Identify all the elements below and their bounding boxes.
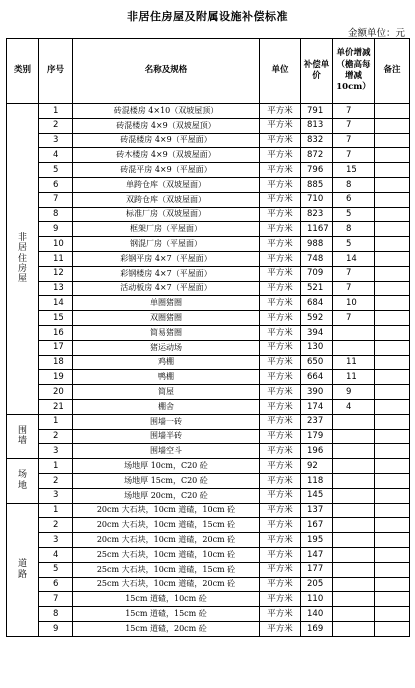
price-cell: 137 [301, 503, 333, 518]
increment-cell [333, 503, 375, 518]
name-cell: 标准厂房（双坡屋面） [73, 207, 260, 222]
seq-cell: 20 [39, 385, 73, 400]
remark-cell [375, 133, 410, 148]
table-row [7, 133, 410, 148]
seq-cell: 9 [39, 621, 73, 636]
table-row [7, 473, 410, 488]
name-cell: 15cm 道碴，15cm 砼 [73, 607, 260, 622]
table-row [7, 266, 410, 281]
increment-cell: 4 [333, 399, 375, 414]
unit-cell: 平方米 [260, 414, 301, 429]
price-cell: 169 [301, 621, 333, 636]
unit-cell: 平方米 [260, 222, 301, 237]
unit-cell: 平方米 [260, 370, 301, 385]
name-cell: 围墙空斗 [73, 444, 260, 459]
document-title: 非居住房屋及附属设施补偿标准 [127, 10, 288, 23]
unit-cell: 平方米 [260, 237, 301, 252]
increment-cell: 10 [333, 296, 375, 311]
price-cell: 872 [301, 148, 333, 163]
seq-cell: 7 [39, 192, 73, 207]
increment-cell: 6 [333, 192, 375, 207]
price-cell: 796 [301, 163, 333, 178]
unit-cell: 平方米 [260, 488, 301, 503]
unit-cell: 平方米 [260, 459, 301, 474]
name-cell: 砖混楼房 4×9（平屋面） [73, 133, 260, 148]
table-row [7, 399, 410, 414]
remark-cell [375, 444, 410, 459]
price-cell: 205 [301, 577, 333, 592]
name-cell: 彩钢楼房 4×7（平屋面） [73, 266, 260, 281]
header-price: 补偿单价 [301, 39, 333, 104]
category-label: 非居住房屋 [17, 233, 27, 285]
table-row [7, 429, 410, 444]
unit-cell: 平方米 [260, 296, 301, 311]
price-cell: 813 [301, 118, 333, 133]
table-row [7, 163, 410, 178]
increment-cell [333, 577, 375, 592]
name-cell: 围墙半砖 [73, 429, 260, 444]
table-row [7, 562, 410, 577]
unit-cell: 平方米 [260, 177, 301, 192]
remark-cell [375, 607, 410, 622]
remark-cell [375, 414, 410, 429]
name-cell: 钢混厂房（平屋面） [73, 237, 260, 252]
category-label: 场地 [17, 470, 27, 491]
table-row [7, 370, 410, 385]
price-cell: 709 [301, 266, 333, 281]
name-cell: 单圈猪圈 [73, 296, 260, 311]
price-cell: 394 [301, 325, 333, 340]
category-label: 围墙 [17, 426, 27, 447]
remark-cell [375, 621, 410, 636]
price-cell: 92 [301, 459, 333, 474]
remark-cell [375, 370, 410, 385]
name-cell: 场地厚 20cm，C20 砼 [73, 488, 260, 503]
header-increment: 单价增减（檐高每增减10cm） [333, 39, 375, 104]
remark-cell [375, 399, 410, 414]
remark-cell [375, 311, 410, 326]
increment-cell: 7 [333, 311, 375, 326]
name-cell: 单跨仓库（双坡屋面） [73, 177, 260, 192]
increment-cell: 5 [333, 207, 375, 222]
price-cell: 791 [301, 104, 333, 119]
remark-cell [375, 488, 410, 503]
name-cell: 围墙一砖 [73, 414, 260, 429]
increment-cell: 7 [333, 266, 375, 281]
remark-cell [375, 177, 410, 192]
increment-cell: 14 [333, 251, 375, 266]
table-row [7, 459, 410, 474]
increment-cell [333, 607, 375, 622]
table-row [7, 547, 410, 562]
price-cell: 988 [301, 237, 333, 252]
remark-cell [375, 340, 410, 355]
remark-cell [375, 459, 410, 474]
unit-cell: 平方米 [260, 518, 301, 533]
remark-cell [375, 237, 410, 252]
name-cell: 25cm 大石块，10cm 道碴，10cm 砼 [73, 547, 260, 562]
increment-cell: 5 [333, 237, 375, 252]
unit-cell: 平方米 [260, 562, 301, 577]
unit-cell: 平方米 [260, 148, 301, 163]
seq-cell: 7 [39, 592, 73, 607]
seq-cell: 6 [39, 177, 73, 192]
table-row [7, 340, 410, 355]
remark-cell [375, 163, 410, 178]
seq-cell: 1 [39, 503, 73, 518]
price-cell: 130 [301, 340, 333, 355]
increment-cell [333, 444, 375, 459]
unit-cell: 平方米 [260, 473, 301, 488]
table-row [7, 325, 410, 340]
seq-cell: 11 [39, 251, 73, 266]
unit-cell: 平方米 [260, 266, 301, 281]
amount-unit-note: 金额单位：元 [347, 28, 405, 39]
table-row [7, 311, 410, 326]
seq-cell: 3 [39, 444, 73, 459]
remark-cell [375, 429, 410, 444]
category-cell [7, 414, 39, 458]
increment-cell [333, 473, 375, 488]
unit-cell: 平方米 [260, 325, 301, 340]
category-cell [7, 459, 39, 503]
category-cell [7, 104, 39, 415]
table-row [7, 355, 410, 370]
remark-cell [375, 281, 410, 296]
price-cell: 823 [301, 207, 333, 222]
increment-cell [333, 547, 375, 562]
increment-cell: 7 [333, 148, 375, 163]
unit-cell: 平方米 [260, 355, 301, 370]
remark-cell [375, 192, 410, 207]
seq-cell: 5 [39, 562, 73, 577]
table-row [7, 577, 410, 592]
unit-cell: 平方米 [260, 251, 301, 266]
name-cell: 砖木楼房 4×9（双坡屋面） [73, 148, 260, 163]
seq-cell: 17 [39, 340, 73, 355]
header-unit: 单位 [260, 39, 301, 104]
remark-cell [375, 533, 410, 548]
price-cell: 237 [301, 414, 333, 429]
name-cell: 彩钢平房 4×7（平屋面） [73, 251, 260, 266]
table-row [7, 237, 410, 252]
category-label: 道路 [17, 559, 27, 580]
table-row [7, 251, 410, 266]
seq-cell: 8 [39, 207, 73, 222]
table-row [7, 148, 410, 163]
remark-cell [375, 251, 410, 266]
seq-cell: 3 [39, 133, 73, 148]
price-cell: 145 [301, 488, 333, 503]
seq-cell: 2 [39, 473, 73, 488]
remark-cell [375, 562, 410, 577]
increment-cell [333, 621, 375, 636]
price-cell: 592 [301, 311, 333, 326]
price-cell: 650 [301, 355, 333, 370]
name-cell: 砖混楼房 4×10（双坡屋顶） [73, 104, 260, 119]
price-cell: 174 [301, 399, 333, 414]
seq-cell: 10 [39, 237, 73, 252]
increment-cell [333, 429, 375, 444]
header-name: 名称及规格 [73, 39, 260, 104]
seq-cell: 3 [39, 488, 73, 503]
name-cell: 棚舍 [73, 399, 260, 414]
table-row [7, 296, 410, 311]
seq-cell: 21 [39, 399, 73, 414]
remark-cell [375, 325, 410, 340]
seq-cell: 1 [39, 414, 73, 429]
seq-cell: 15 [39, 311, 73, 326]
unit-cell: 平方米 [260, 281, 301, 296]
unit-cell: 平方米 [260, 621, 301, 636]
increment-cell: 7 [333, 281, 375, 296]
unit-cell: 平方米 [260, 311, 301, 326]
seq-cell: 8 [39, 607, 73, 622]
table-row [7, 503, 410, 518]
compensation-table [6, 38, 410, 637]
remark-cell [375, 385, 410, 400]
increment-cell: 15 [333, 163, 375, 178]
name-cell: 场地厚 15cm，C20 砼 [73, 473, 260, 488]
name-cell: 20cm 大石块，10cm 道碴，20cm 砼 [73, 533, 260, 548]
increment-cell [333, 325, 375, 340]
increment-cell: 11 [333, 355, 375, 370]
price-cell: 710 [301, 192, 333, 207]
remark-cell [375, 207, 410, 222]
increment-cell: 9 [333, 385, 375, 400]
remark-cell [375, 266, 410, 281]
seq-cell: 13 [39, 281, 73, 296]
price-cell: 195 [301, 533, 333, 548]
increment-cell [333, 592, 375, 607]
unit-cell: 平方米 [260, 207, 301, 222]
name-cell: 场地厚 10cm，C20 砼 [73, 459, 260, 474]
price-cell: 167 [301, 518, 333, 533]
name-cell: 简屋 [73, 385, 260, 400]
price-cell: 110 [301, 592, 333, 607]
increment-cell [333, 414, 375, 429]
name-cell: 框架厂房（平屋面） [73, 222, 260, 237]
seq-cell: 2 [39, 118, 73, 133]
price-cell: 664 [301, 370, 333, 385]
unit-cell: 平方米 [260, 429, 301, 444]
name-cell: 鸭棚 [73, 370, 260, 385]
name-cell: 双圈猪圈 [73, 311, 260, 326]
seq-cell: 18 [39, 355, 73, 370]
price-cell: 1167 [301, 222, 333, 237]
seq-cell: 16 [39, 325, 73, 340]
price-cell: 147 [301, 547, 333, 562]
increment-cell: 7 [333, 104, 375, 119]
table-row [7, 118, 410, 133]
price-cell: 140 [301, 607, 333, 622]
seq-cell: 5 [39, 163, 73, 178]
price-cell: 196 [301, 444, 333, 459]
increment-cell: 8 [333, 222, 375, 237]
price-cell: 177 [301, 562, 333, 577]
increment-cell: 11 [333, 370, 375, 385]
increment-cell: 7 [333, 133, 375, 148]
header-seq: 序号 [39, 39, 73, 104]
table-row [7, 621, 410, 636]
name-cell: 20cm 大石块，10cm 道碴，15cm 砼 [73, 518, 260, 533]
seq-cell: 1 [39, 104, 73, 119]
increment-cell [333, 488, 375, 503]
table-row [7, 607, 410, 622]
unit-cell: 平方米 [260, 118, 301, 133]
table-row [7, 414, 410, 429]
table-row [7, 222, 410, 237]
table-header-row [7, 39, 410, 104]
unit-cell: 平方米 [260, 592, 301, 607]
price-cell: 118 [301, 473, 333, 488]
name-cell: 15cm 道碴，20cm 砼 [73, 621, 260, 636]
name-cell: 砖混楼房 4×9（双坡屋顶） [73, 118, 260, 133]
increment-cell [333, 562, 375, 577]
remark-cell [375, 222, 410, 237]
unit-cell: 平方米 [260, 104, 301, 119]
increment-cell [333, 518, 375, 533]
name-cell: 砖混平房 4×9（平屋面） [73, 163, 260, 178]
increment-cell: 8 [333, 177, 375, 192]
remark-cell [375, 547, 410, 562]
table-row [7, 281, 410, 296]
table-row [7, 192, 410, 207]
table-body [7, 104, 410, 637]
price-cell: 885 [301, 177, 333, 192]
remark-cell [375, 148, 410, 163]
name-cell: 20cm 大石块，10cm 道碴，10cm 砼 [73, 503, 260, 518]
seq-cell: 2 [39, 518, 73, 533]
remark-cell [375, 503, 410, 518]
remark-cell [375, 577, 410, 592]
name-cell: 活动板房 4×7（平屋面） [73, 281, 260, 296]
unit-cell: 平方米 [260, 607, 301, 622]
unit-cell: 平方米 [260, 503, 301, 518]
remark-cell [375, 355, 410, 370]
seq-cell: 14 [39, 296, 73, 311]
table-row [7, 104, 410, 119]
seq-cell: 3 [39, 533, 73, 548]
name-cell: 25cm 大石块，10cm 道碴，20cm 砼 [73, 577, 260, 592]
header-category: 类别 [7, 39, 39, 104]
category-cell [7, 503, 39, 636]
seq-cell: 19 [39, 370, 73, 385]
unit-cell: 平方米 [260, 547, 301, 562]
increment-cell [333, 533, 375, 548]
table-row [7, 385, 410, 400]
seq-cell: 4 [39, 547, 73, 562]
remark-cell [375, 473, 410, 488]
table-row [7, 207, 410, 222]
price-cell: 684 [301, 296, 333, 311]
seq-cell: 4 [39, 148, 73, 163]
table-row [7, 533, 410, 548]
table-row [7, 488, 410, 503]
remark-cell [375, 518, 410, 533]
table-row [7, 592, 410, 607]
increment-cell [333, 459, 375, 474]
remark-cell [375, 592, 410, 607]
unit-cell: 平方米 [260, 192, 301, 207]
seq-cell: 12 [39, 266, 73, 281]
seq-cell: 2 [39, 429, 73, 444]
price-cell: 832 [301, 133, 333, 148]
name-cell: 双跨仓库（双坡屋面） [73, 192, 260, 207]
price-cell: 748 [301, 251, 333, 266]
name-cell: 25cm 大石块，10cm 道碴，15cm 砼 [73, 562, 260, 577]
header-remark: 备注 [375, 39, 410, 104]
increment-cell [333, 340, 375, 355]
remark-cell [375, 118, 410, 133]
table-row [7, 177, 410, 192]
name-cell: 15cm 道碴，10cm 砼 [73, 592, 260, 607]
remark-cell [375, 104, 410, 119]
increment-cell: 7 [333, 118, 375, 133]
remark-cell [375, 296, 410, 311]
table-row [7, 518, 410, 533]
unit-cell: 平方米 [260, 399, 301, 414]
seq-cell: 9 [39, 222, 73, 237]
unit-cell: 平方米 [260, 133, 301, 148]
unit-cell: 平方米 [260, 163, 301, 178]
price-cell: 521 [301, 281, 333, 296]
seq-cell: 6 [39, 577, 73, 592]
name-cell: 鸡棚 [73, 355, 260, 370]
unit-cell: 平方米 [260, 444, 301, 459]
unit-cell: 平方米 [260, 577, 301, 592]
unit-cell: 平方米 [260, 385, 301, 400]
unit-cell: 平方米 [260, 533, 301, 548]
seq-cell: 1 [39, 459, 73, 474]
table-row [7, 444, 410, 459]
name-cell: 猪运动场 [73, 340, 260, 355]
name-cell: 简易猪圈 [73, 325, 260, 340]
price-cell: 390 [301, 385, 333, 400]
price-cell: 179 [301, 429, 333, 444]
unit-cell: 平方米 [260, 340, 301, 355]
